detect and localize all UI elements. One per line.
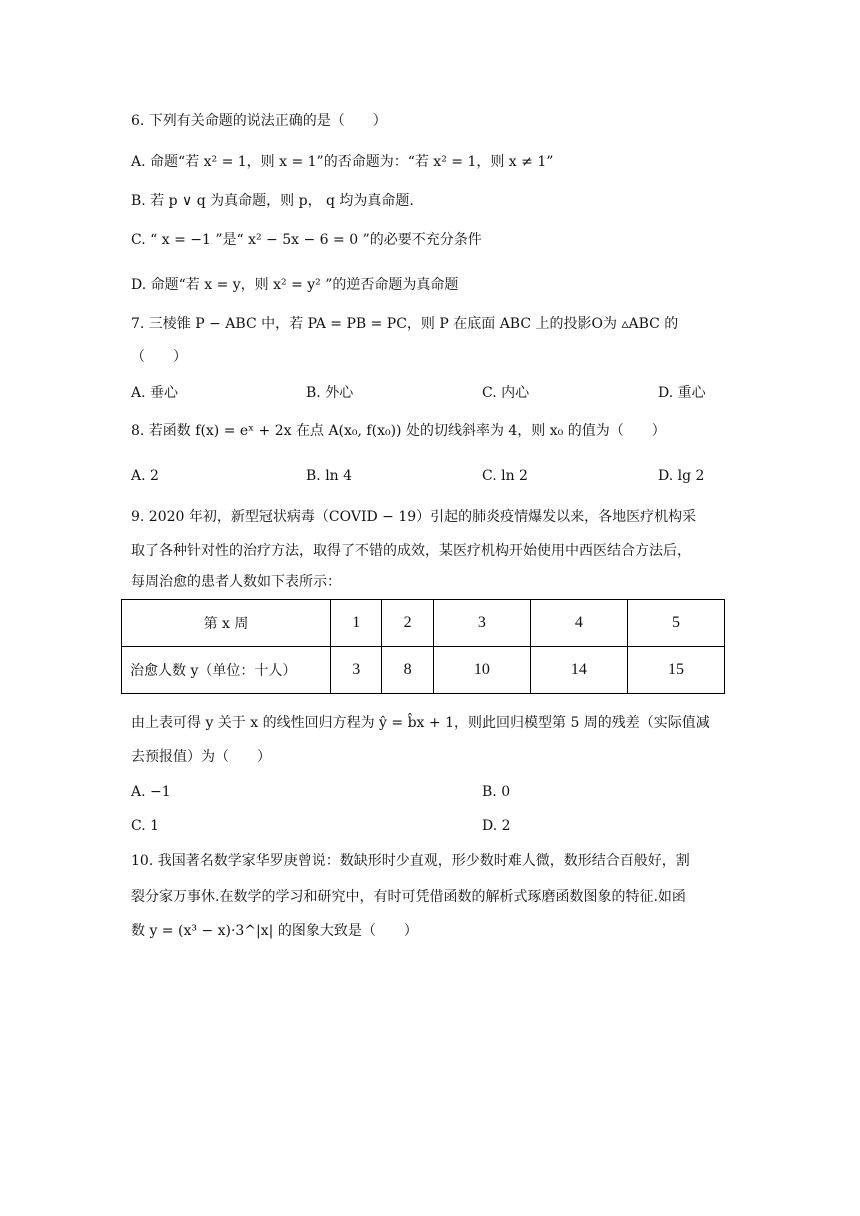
table-cell: 3 [433,600,530,647]
table-header-week: 第 x 周 [122,600,331,647]
table-cell: 10 [433,647,530,694]
q9-option-d: D. 2 [482,818,511,834]
table-cell: 8 [382,647,433,694]
q9-after2: 去预报值）为（ ） [131,749,271,765]
q8-option-d: D. lg 2 [658,468,705,484]
table-cell: 14 [530,647,627,694]
q7-option-b: B. 外心 [306,385,354,401]
q8-stem: 8. 若函数 f(x) = eˣ + 2x 在点 A(x₀, f(x₀)) 处的切线斜率为 4，则 x₀ 的值为（ ） [131,423,666,439]
table-cell: 15 [627,647,724,694]
q9-after1: 由上表可得 y 关于 x 的线性回归方程为 ŷ = b̂x + 1，则此回归模型第 5 周的残差（实际值减 [131,715,710,731]
q6-option-b: B. 若 p ∨ q 为真命题，则 p， q 均为真命题. [131,193,414,209]
table-cell: 3 [331,647,382,694]
q9-option-a: A. −1 [131,784,171,800]
q9-option-b: B. 0 [482,784,511,800]
q6-option-c: C. “ x = −1 ”是“ x² − 5x − 6 = 0 ”的必要不充分条件 [131,232,482,248]
q6-option-a: A. 命题“若 x² = 1，则 x = 1”的否命题为：“若 x² = 1，则 x ≠ 1” [131,154,554,170]
q8-option-a: A. 2 [131,468,159,484]
q7-paren: （ ） [131,349,187,365]
q9-line2: 取了各种针对性的治疗方法，取得了不错的成效，某医疗机构开始使用中西医结合方法后， [131,543,691,559]
q10-line3: 数 y = (x³ − x)·3^|x| 的图象大致是（ ） [131,923,418,939]
q9-option-c: C. 1 [131,818,160,834]
q10-line1: 10. 我国著名数学家华罗庚曾说：数缺形时少直观，形少数时难人微，数形结合百般好，割 [131,853,690,869]
q9-line1: 9. 2020 年初，新型冠状病毒（COVID − 19）引起的肺炎疫情爆发以来，各地医疗机构采 [131,509,697,525]
q7-option-d: D. 重心 [658,385,706,401]
table-row [122,600,725,647]
q7-option-a: A. 垂心 [131,385,179,401]
table-cell: 2 [382,600,433,647]
q7-option-c: C. 内心 [482,385,530,401]
q7-stem: 7. 三棱锥 P − ABC 中，若 PA = PB = PC，则 P 在底面 ABC 上的投影O为 ▵ABC 的 [131,316,679,332]
table-cell: 5 [627,600,724,647]
table-cell: 4 [530,600,627,647]
q8-option-b: B. ln 4 [306,468,353,484]
table-row [122,647,725,694]
q10-line2: 裂分家万事休.在数学的学习和研究中，有时可凭借函数的解析式琢磨函数图象的特征.如函 [131,889,686,905]
q6-option-d: D. 命题“若 x = y，则 x² = y² ”的逆否命题为真命题 [131,277,459,293]
q6-stem: 6. 下列有关命题的说法正确的是（ ） [131,113,387,129]
table-cell: 1 [331,600,382,647]
q9-line3: 每周治愈的患者人数如下表所示： [131,574,341,590]
table-header-cured: 治愈人数 y（单位：十人） [122,647,331,694]
q8-option-c: C. ln 2 [482,468,528,484]
data-table [121,599,725,694]
